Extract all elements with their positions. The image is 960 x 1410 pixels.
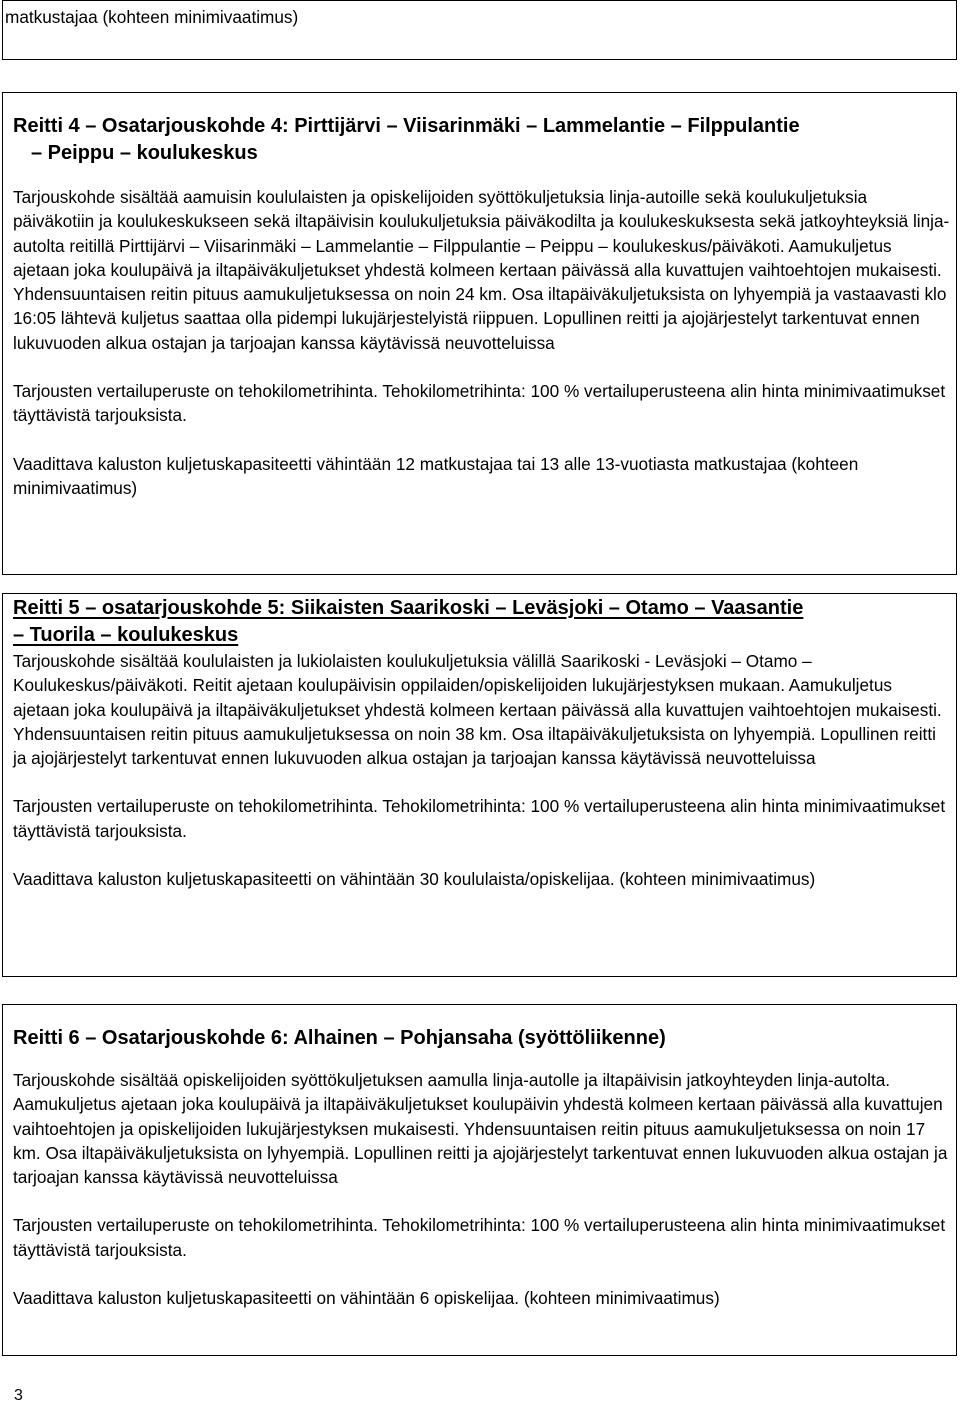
route4-content (13, 113, 950, 500)
route6-criteria: Tarjousten vertailuperuste on tehokilometrihinta. Tehokilometrihinta: 100 % vertailuperusteena alin hinta minimivaatimukset täyttävistä tarjouksista. (13, 1215, 946, 1260)
route4-heading-line2: – Peippu – koulukeskus (31, 142, 258, 164)
route4-capacity: Vaadittava kaluston kuljetuskapasiteetti vähintään 12 matkustajaa tai 13 alle 13-vuotiasta matkustajaa (kohteen minimivaatimus) (13, 453, 859, 498)
route4-description: Tarjouskohde sisältää aamuisin koululaisten ja opiskelijoiden syöttökuljetuksia linja-autoille sekä koulukuljetuksia päiväkotiin ja koulukeskukseen sekä iltapäivisin koulukuljetuksia päiväkodilta ja koulukeskuksesta sekä jatkoyhteyksiä linja-autolta reitillä Pirttijärvi – Viisarinmäki – Lammelantie – Filppulantie – Peippu – koulukeskus/päiväkoti. Aamukuljetus ajetaan joka koulupäivä ja iltapäiväkuljetukset yhdestä kolmeen kertaan päivässä alla kuvattujen vaihtoehtojen mukaisesti. Yhdensuuntaisen reitin pituus aamukuljetuksessa on noin 24 km. Osa iltapäiväkuljetuksista on lyhyempiä ja vastaavasti klo 16:05 lähtevä kuljetus saattaa olla pidempi lukujärjestelyistä riippuen. Lopullinen reitti ja ajojärjestelyt tarkentuvat ennen lukuvuoden alkua ostajan ja tarjoajan kanssa käytävissä neuvotteluissa (13, 187, 950, 353)
route5-section (2, 593, 957, 977)
route4-heading-line1: Reitti 4 – Osatarjouskohde 4: Pirttijärvi – Viisarinmäki – Lammelantie – Filppulantie (13, 115, 800, 137)
route6-content (13, 1025, 950, 1310)
route4-section (2, 92, 957, 575)
route6-section (2, 1004, 957, 1356)
route6-description: Tarjouskohde sisältää opiskelijoiden syöttökuljetuksen aamulla linja-autolle ja iltapäivisin jatkoyhteyden linja-autolta. Aamukuljetus ajetaan joka koulupäivä ja iltapäiväkuljetukset koulupäivin yhdestä kolmeen kertaan päivässä alla kuvattujen vaihtoehtojen ja opiskelijoiden lukujärjestyksen mukaisesti. Yhdensuuntaisen reitin pituus aamukuljetuksessa on noin 17 km. Osa iltapäiväkuljetuksista on lyhyempiä. Lopullinen reitti ja ajojärjestelyt tarkentuvat ennen lukuvuoden alkua ostajan ja tarjoajan kanssa käytävissä neuvotteluissa (13, 1070, 948, 1188)
route5-heading (13, 595, 950, 649)
route5-description: Tarjouskohde sisältää koululaisten ja lukiolaisten koulukuljetuksia välillä Saarikoski - Leväsjoki – Otamo – Koulukeskus/päiväkoti. Reitit ajetaan koulupäivisin oppilaiden/opiskelijoiden lukujärjestyksen mukaan. Aamukuljetus ajetaan joka koulupäivä ja iltapäiväkuljetukset yhdestä kolmeen kertaan päivässä alla kuvattujen vaihtoehtojen mukaisesti. Yhdensuuntaisen reitin pituus aamukuljetuksessa on noin 38 km. Osa iltapäiväkuljetuksista on lyhyempiä. Lopullinen reitti ja ajojärjestelyt tarkentuvat ennen lukuvuoden alkua ostajan ja tarjoajan kanssa käytävissä neuvotteluissa (13, 651, 942, 769)
previous-section-content (5, 5, 950, 29)
route4-criteria: Tarjousten vertailuperuste on tehokilometrihinta. Tehokilometrihinta: 100 % vertailuperusteena alin hinta minimivaatimukset täyttävistä tarjouksista. (13, 381, 946, 426)
page-number: 3 (14, 1387, 23, 1404)
route5-capacity: Vaadittava kaluston kuljetuskapasiteetti on vähintään 30 koululaista/opiskelijaa. (kohteen minimivaatimus) (13, 869, 816, 890)
route6-capacity: Vaadittava kaluston kuljetuskapasiteetti on vähintään 6 opiskelijaa. (kohteen minimivaatimus) (13, 1288, 720, 1309)
previous-section-text: matkustajaa (kohteen minimivaatimus) (5, 7, 299, 27)
route5-content (13, 595, 950, 891)
route6-heading: Reitti 6 – Osatarjouskohde 6: Alhainen – Pohjansaha (syöttöliikenne) (13, 1027, 666, 1049)
previous-section-box (2, 0, 957, 60)
route4-heading (13, 113, 950, 167)
route5-heading-line2: – Tuorila – koulukeskus (13, 624, 239, 646)
route5-criteria: Tarjousten vertailuperuste on tehokilometrihinta. Tehokilometrihinta: 100 % vertailuperusteena alin hinta minimivaatimukset täyttävistä tarjouksista. (13, 796, 946, 841)
route5-heading-line1: Reitti 5 – osatarjouskohde 5: Siikaisten Saarikoski – Leväsjoki – Otamo – Vaasantie (13, 597, 804, 619)
